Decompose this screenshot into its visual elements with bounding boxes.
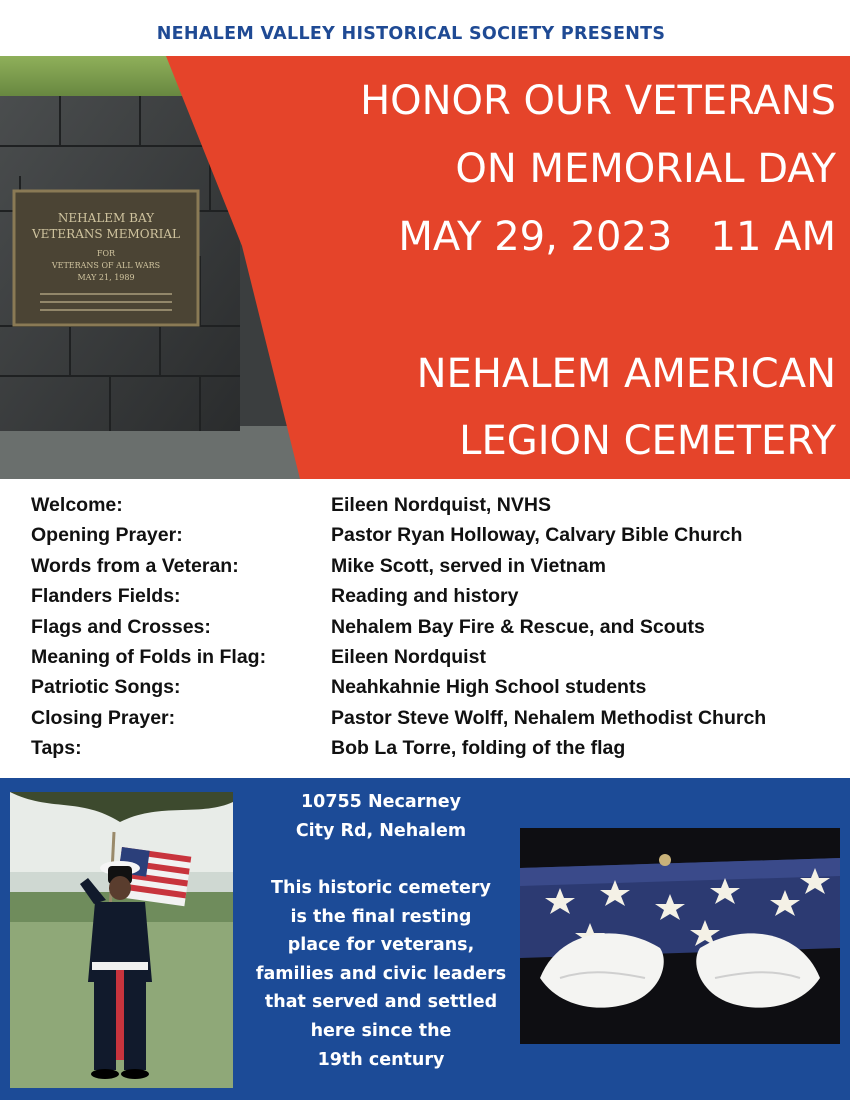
program-person: Neahkahnie High School students (331, 676, 647, 699)
program-role: Meaning of Folds in Flag: (31, 645, 267, 668)
venue-line-1: NEHALEM AMERICAN (416, 351, 836, 397)
program-list (31, 490, 841, 764)
program-role: Flanders Fields: (31, 585, 181, 608)
plaque-line: NEHALEM BAY (57, 211, 155, 225)
saluting-marine-photo (10, 792, 233, 1088)
description-line: here since the (310, 1020, 452, 1041)
program-role: Flags and Crosses: (31, 615, 211, 638)
program-role: Closing Prayer: (31, 706, 176, 729)
address (248, 788, 514, 845)
program-row (31, 612, 841, 642)
headline-line-2: ON MEMORIAL DAY (455, 146, 836, 192)
program-person: Eileen Nordquist (331, 645, 486, 668)
program-person: Bob La Torre, folding of the flag (331, 737, 626, 760)
program-row (31, 490, 841, 520)
program-row (31, 672, 841, 702)
program-row (31, 733, 841, 763)
location-panel (0, 778, 850, 1100)
event-date-time: MAY 29, 2023 11 AM (398, 214, 836, 260)
description-line: that served and settled (264, 992, 498, 1013)
program-person: Pastor Steve Wolff, Nehalem Methodist Church (331, 706, 767, 729)
program-role: Patriotic Songs: (31, 676, 181, 699)
plaque-line: MAY 21, 1989 (77, 273, 135, 282)
program-row (31, 703, 841, 733)
address-line: City Rd, Nehalem (295, 820, 467, 841)
address-line: 10755 Necarney (300, 792, 462, 812)
program-role: Opening Prayer: (31, 524, 183, 547)
program-person: Mike Scott, served in Vietnam (331, 554, 606, 577)
program-person: Reading and history (331, 585, 519, 608)
folded-flag-photo (520, 828, 840, 1044)
program-row (31, 520, 841, 550)
program-role: Welcome: (31, 494, 123, 516)
description-line: place for veterans, (287, 935, 475, 956)
description-line: families and civic leaders (255, 963, 507, 984)
program-row (31, 551, 841, 581)
plaque-line: VETERANS MEMORIAL (31, 227, 181, 241)
plaque-line: VETERANS OF ALL WARS (51, 261, 161, 270)
description-line: This historic cemetery (271, 878, 491, 898)
headline-line-1: HONOR OUR VETERANS (360, 78, 836, 124)
program-role: Taps: (31, 737, 82, 760)
cemetery-description (248, 874, 514, 1074)
presenter-heading: NEHALEM VALLEY HISTORICAL SOCIETY PRESENTS (156, 24, 666, 44)
program-row (31, 581, 841, 611)
hero-banner (0, 56, 850, 479)
program-person: Pastor Ryan Holloway, Calvary Bible Church (331, 524, 743, 547)
program-person: Nehalem Bay Fire & Rescue, and Scouts (331, 615, 705, 638)
venue-line-2: LEGION CEMETERY (459, 418, 836, 464)
program-role: Words from a Veteran: (31, 554, 239, 577)
program-person: Eileen Nordquist, NVHS (331, 494, 551, 516)
plaque-line: FOR (96, 249, 116, 258)
description-line: is the final resting (290, 906, 472, 927)
program-row (31, 642, 841, 672)
description-line: 19th century (317, 1049, 445, 1070)
